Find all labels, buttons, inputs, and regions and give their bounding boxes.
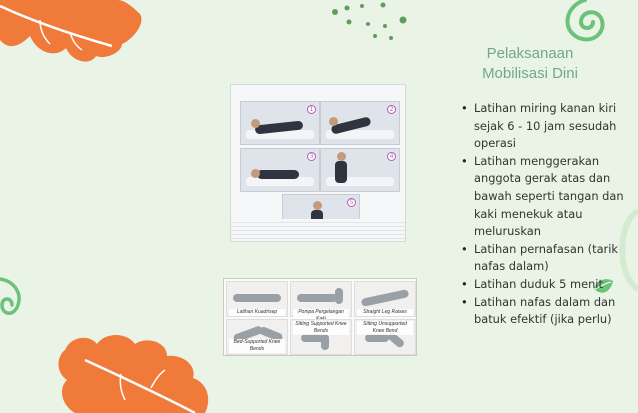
exercise-sitting-supported-knee-bend: [290, 319, 352, 355]
step-badge: 4: [387, 152, 396, 161]
exercise-label: Sitting Unsupported Knee Bend: [357, 321, 413, 335]
green-swirl-icon: [555, 0, 615, 45]
exercise-label: Sitting Supported Knee Bends: [293, 321, 349, 335]
exercise-illustration-panel: [223, 278, 417, 356]
exercise-bed-knee-bend: [226, 319, 288, 355]
bullet-item: • Latihan pernafasan (tarik nafas dalam): [458, 241, 633, 276]
photo-knee-bend: [320, 101, 400, 145]
bullet-item: • Latihan menggerakan anggota gerak atas dan bawah seperti tangan dan kaki menekuk atau meluruskan: [458, 153, 633, 241]
orange-leaf-icon: [55, 330, 215, 413]
photo-lying-supine: [240, 101, 320, 145]
exercise-label: Straight Leg Raises: [357, 309, 413, 316]
photo-sitting-up: [320, 148, 400, 192]
bullet-list: [458, 100, 633, 329]
exercise-straight-leg-raise: [354, 281, 416, 317]
bullet-item: • Latihan miring kanan kiri sejak 6 - 10 jam sesudah operasi: [458, 100, 633, 153]
slide-title: Pelaksanaan Mobilisasi Dini: [482, 45, 578, 82]
exercise-sitting-unsupported-knee-bend: [354, 319, 416, 355]
step-badge: 1: [307, 105, 316, 114]
exercise-label: Bed-Supported Knee Bends: [229, 339, 285, 353]
green-dots-icon: [325, 0, 415, 45]
green-swirl-icon: [0, 275, 24, 330]
bullet-item: • Latihan nafas dalam dan batuk efektif (jika perlu): [458, 294, 633, 329]
photo-side-lying: [240, 148, 320, 192]
bullet-item: • Latihan duduk 5 menit: [458, 276, 633, 294]
exercise-label: Pompa Pergelangan: [293, 309, 349, 323]
step-badge: 3: [307, 152, 316, 161]
exercise-ankle-pump: [290, 281, 352, 317]
exercise-label: Latihan Kuadrisep: [229, 309, 285, 316]
exercise-quadriceps: [226, 281, 288, 317]
step-badge: 2: [387, 105, 396, 114]
orange-leaf-icon: [0, 0, 150, 80]
mobilization-photo-panel: [230, 84, 406, 242]
step-badge: 5: [347, 198, 356, 207]
